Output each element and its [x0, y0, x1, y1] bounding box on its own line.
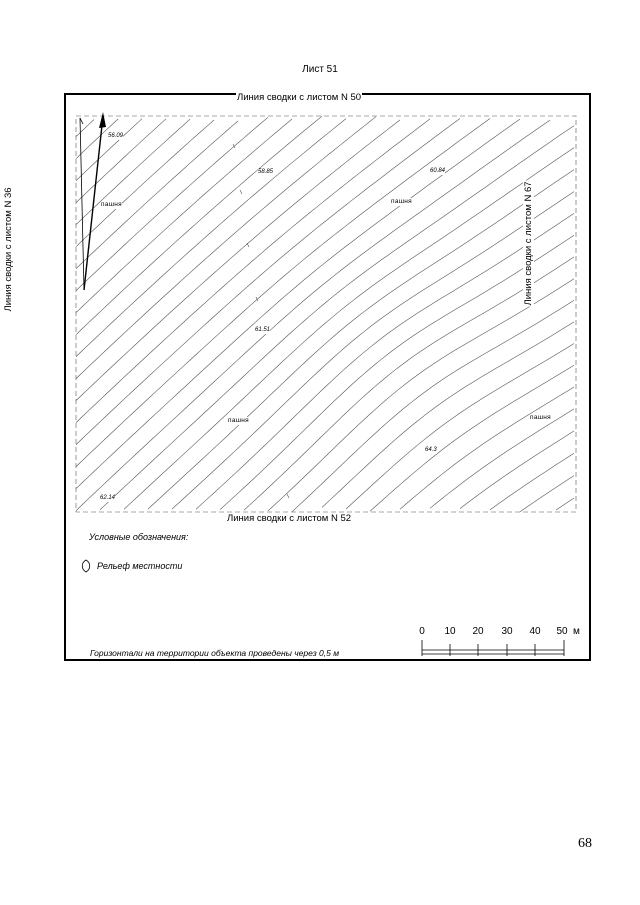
- legend-heading: Условные обозначения:: [89, 532, 189, 542]
- land-use-label: пашня: [530, 414, 551, 421]
- contour-line: [76, 116, 322, 335]
- legend-item-label: Рельеф местности: [97, 561, 183, 571]
- page-number: 68: [578, 836, 592, 851]
- elevation-mark: 64.3: [425, 447, 437, 453]
- contour-line: [76, 120, 550, 511]
- contour-line: [292, 300, 574, 512]
- scale-tick-label: 20: [472, 626, 484, 637]
- elevation-mark: 56.09: [108, 133, 124, 139]
- contour-lines: [76, 116, 574, 512]
- contour-symbol-icon: [80, 559, 92, 573]
- sheet-title: Лист 51: [302, 64, 338, 75]
- scale-unit: м: [573, 626, 580, 637]
- scale-tick-label: 10: [444, 626, 456, 637]
- land-use-label: пашня: [391, 198, 412, 205]
- contour-line: [196, 213, 574, 509]
- elevation-mark: 58.85: [258, 169, 274, 175]
- contour-line: [76, 119, 460, 445]
- scale-tick-label: 50: [556, 626, 568, 637]
- edge-label-right: Линия сводки с листом N 67: [522, 181, 534, 306]
- contour-line: [430, 409, 574, 508]
- contour-line: [76, 119, 520, 489]
- contour-line: [76, 119, 490, 467]
- edge-label-bottom: Линия сводки с листом N 52: [227, 513, 352, 524]
- contour-line: [490, 453, 574, 510]
- contour-line: [520, 476, 574, 512]
- land-use-label: пашня: [228, 417, 249, 424]
- contour-line: [124, 148, 574, 510]
- contour-line: [76, 117, 376, 379]
- contour-line: [220, 235, 574, 509]
- scale-tick-label: 40: [529, 626, 541, 637]
- elevation-mark: 60.84: [430, 168, 446, 174]
- contour-line: [556, 498, 574, 510]
- legend-item: [80, 559, 182, 573]
- survey-boundary: [76, 116, 576, 512]
- contour-line: [100, 126, 574, 510]
- contour-line: [76, 119, 166, 203]
- land-use-label: пашня: [101, 201, 122, 208]
- contour-line: [460, 431, 574, 509]
- edge-label-top: Линия сводки с листом N 50: [237, 92, 362, 103]
- contour-line: [370, 365, 574, 511]
- contour-line: [76, 120, 94, 137]
- edge-label-left: Линия сводки с листом N 36: [2, 187, 14, 312]
- contour-interval-note: Горизонтали на территории объекта проведены через 0,5 м: [90, 648, 340, 658]
- elevation-mark: 61.51: [255, 327, 271, 333]
- scale-tick-label: 0: [419, 626, 425, 637]
- elevation-mark: 62.14: [100, 495, 116, 501]
- scale-tick-label: 30: [501, 626, 513, 637]
- contour-line: [172, 192, 574, 510]
- contour-line: [76, 119, 430, 423]
- contour-line: [76, 120, 400, 401]
- scale-bar: [422, 640, 564, 656]
